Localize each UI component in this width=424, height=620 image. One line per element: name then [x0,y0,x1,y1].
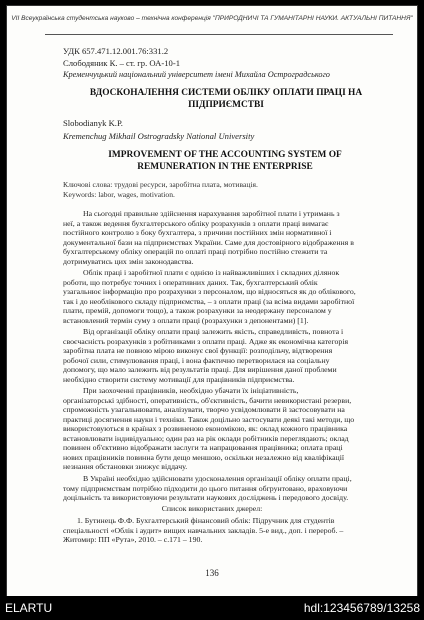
document-page [7,6,417,596]
reference-line: Житомир: ПП «Рута», 2010. – с.171 – 190. [63,535,203,544]
paragraph-line: робочої сили, стимулювання праці, і вона фактично перетворилася на соціальну [63,355,330,365]
header-divider [45,34,393,35]
paragraph-line: необхідно створити систему мотивації для працівників підприємства. [63,374,295,384]
paragraph-line: встановлювати індивідуально; один раз на рік оклади робітників переглядають; оклад [63,433,349,443]
paragraph-line: встановлений термін суму з оплати праці (розрахунки з депонентами) [1]. [63,315,309,325]
references-heading: Список використаних джерел: [161,504,263,513]
paragraph-line: Облік праці і заробітної плати є однією із найважливіших і складних ділянок [83,268,340,277]
paragraph-line: неї, а також ведення бухгалтерського обліку розрахунків з оплати праці вимагає [63,218,329,228]
paragraph-line: своєчасність розрахунків з робітниками з оплати праці. Адже як економічна категорія [63,336,349,346]
paragraph-line: На сьогодні правильне здійснення нарахування заробітної плати і утримань з [83,209,340,218]
paragraph-line: роботи, що потребує точних і оперативних даних. Так, бухгалтерський облік [63,277,318,287]
paragraph-line: Від організації обліку оплати праці залежить якість, справедливість, повнота і [83,327,344,336]
paragraph-line: організаторські здібності, оперативність, об'єктивність, бачити невикористані резерви, [63,395,352,405]
paragraph-line: нових працівників повинна бути дещо меншою, оскільки незалежно від кваліфікації [63,452,345,462]
reference-line: 1. Бутинець Ф.Ф. Бухгалтерський фінансовий облік: Підручник для студентів [77,516,335,525]
paragraph-1 [63,209,391,266]
paragraph-line: допомогу, що мало залежить від результатів праці. Для вирішення даної проблеми [63,365,337,374]
paragraph-line: При заохоченні працівників, необхідно убачати їх ініціативність, [83,386,299,395]
paragraph-line: постійного контролю з боку бухгалтера, з причини постійних змін нормативної і [63,228,332,237]
keywords-en: Keywords: labor, wages, motivation. [63,190,175,199]
udk-code: УДК 657.471.12.001.76:331.2 [63,46,169,56]
paragraph-5 [63,474,391,503]
author-ua: Слободяник К. – ст. гр. ОА-10-1 [63,58,180,68]
institution-en: Kremenchug Mikhail Ostrogradsky National University [63,131,255,141]
paragraph-line: узагальнює інформацію про розрахунки з персоналом, що відносяться як до облікового, [63,287,356,296]
footer-bar [0,596,424,620]
title-ua: ВДОСКОНАЛЕННЯ СИСТЕМИ ОБЛІКУ ОПЛАТИ ПРАЦІ НА ПІДПРИЄМСТВІ [89,88,363,110]
paragraph-line: спроможність узагальнювати, аналізувати, творчо усвідомлювати й застосовувати на [63,405,345,414]
keywords-ua: Ключові слова: трудові ресурси, заробітна плата, мотивація. [63,180,258,189]
paragraph-2 [63,268,391,325]
paragraph-3 [63,327,391,384]
title-en: IMPROVEMENT OF THE ACCOUNTING SYSTEM OF REMUNERATION IN THE ENTERPRISE [108,150,342,172]
paragraph-line: документальної бази на підприємствах України. Саме для достовірного відображення в [63,237,354,247]
repository-name: ELARTU [5,601,53,615]
paragraph-line: використовуються в країнах з розвиненою економікою, як: оклад кожного працівника [63,424,348,433]
paragraph-line: бухгалтерському обліку операцій по оплаті праці потрібно постійно стежити та [63,247,328,256]
paragraph-line: дотримуватись цих змін законодавства. [63,256,194,266]
paragraph-4 [63,386,391,472]
paragraph-line: практиці досягнення науки і техніки. Також доцільно застосувати деякі такі методи, що [63,414,355,424]
paragraph-line: плати, премій, допомоги тощо), а також розрахунки за неодержану персоналом у [63,306,332,315]
paragraph-line: В Україні необхідно здійснювати удосконалення організації обліку оплати праці, [83,474,352,483]
institution-ua: Кременчуцький національний університет імені Михайла Остроградського [63,70,330,79]
handle-identifier: hdl:123456789/13258 [303,601,420,615]
reference-1 [63,516,391,545]
paragraph-line: повинен об'єктивно відображати заслуги та напрацювання працівника; оплата праці [63,443,343,452]
paragraph-line: заробітна плата не повною мірою виконує свої функції: розподільчу, відтворення [63,346,333,355]
conference-header: VII Всеукраїнська студентська науково – технічна конференція "ПРИРОДНИЧІ ТА ГУМАНІТАРНІ НАУКИ. АКТУАЛЬНІ ПИТАННЯ" [11,15,413,22]
paragraph-line: так і до необлікового складу підприємства, – з оплати праці (за всіма видами заробітної [63,296,355,306]
reference-line: спеціальності «Облік і аудит» вищих навчальних закладів. 5-е вид., доп. і перероб. – [63,525,344,535]
paragraph-line: тому підприємствам потрібно підходити до цього питання обгрунтовано, враховуючи [63,483,348,493]
author-en: Slobodianyk K.P. [63,118,123,128]
paragraph-line: доцільність та використовуючи результати наукових досліджень і передового досвіду. [63,493,349,502]
paragraph-line: незнання обстановки знижує віддачу. [63,462,188,471]
page-number: 136 [205,568,219,578]
